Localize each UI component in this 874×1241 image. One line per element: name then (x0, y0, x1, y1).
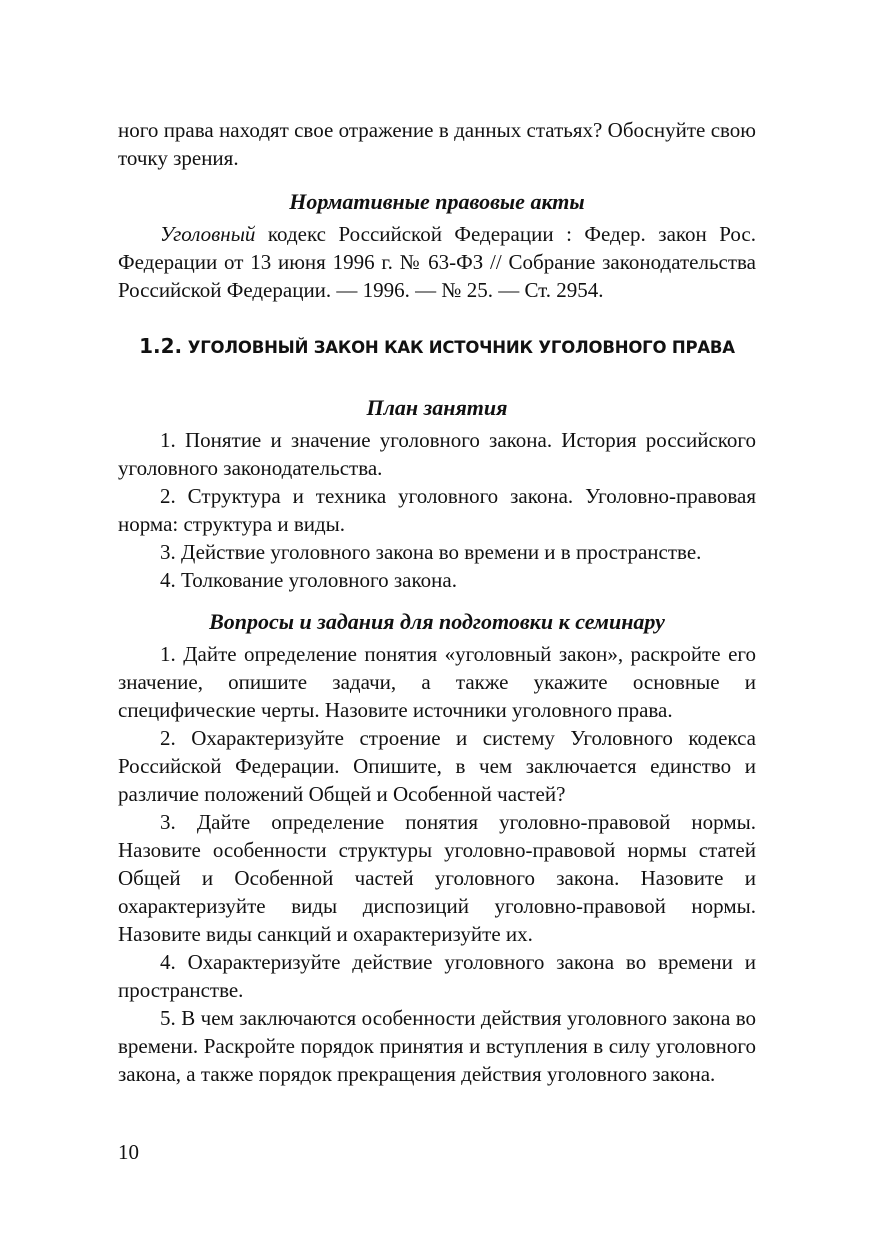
questions-heading: Вопросы и задания для подготовки к семинару (209, 609, 665, 634)
question-item: 2. Охарактеризуйте строение и систему Уголовного кодекса Российской Федерации. Опишите, в чем заключается единство и различие положений Общей и Особенной частей? (118, 726, 756, 806)
plan-item: 1. Понятие и значение уголовного закона. История российского уголовного законодательства. (118, 428, 756, 480)
question-item: 4. Охарактеризуйте действие уголовного закона во времени и пространстве. (118, 950, 756, 1002)
intro-continuation-paragraph: ного права находят свое отражение в данных статьях? Обоснуйте свою точку зрения. (118, 118, 756, 170)
normative-act-entry (118, 220, 756, 304)
plan-item: 2. Структура и техника уголовного закона. Уголовно-правовая норма: структура и виды. (118, 484, 756, 536)
page-number: 10 (118, 1140, 139, 1164)
question-item: 5. В чем заключаются особенности действия уголовного закона во времени. Раскройте порядок принятия и вступления в силу уголовного закона, а также порядок прекращения действия уголовного закона. (118, 1006, 756, 1086)
plan-item: 4. Толкование уголовного закона. (160, 568, 457, 592)
normative-acts-heading: Нормативные правовые акты (289, 189, 585, 214)
questions-list (118, 640, 756, 1088)
question-item: 3. Дайте определение понятия уголовно-правовой нормы. Назовите особенности структуры уголовно-правовой нормы статей Общей и Особенной частей уголовного закона. Назовите и охарактеризуйте виды диспозиций уголовно-правовой нормы. Назовите виды санкций и охарактеризуйте их. (118, 810, 756, 946)
chapter-heading (118, 332, 756, 362)
chapter-number: 1.2. (139, 334, 183, 358)
plan-list (118, 426, 756, 594)
plan-heading: План занятия (366, 395, 508, 420)
plan-item: 3. Действие уголовного закона во времени и в пространстве. (160, 540, 702, 564)
normative-act-entry-italic: Уголовный (160, 222, 256, 246)
question-item: 1. Дайте определение понятия «уголовный закон», раскройте его значение, опишите задачи, а также укажите основные и специфические черты. Назовите источники уголовного права. (118, 642, 756, 722)
normative-act-entry-text: кодекс Российской Федерации : Федер. закон Рос. Федерации от 13 июня 1996 г. № 63-ФЗ // Собрание законодательства Российской Федерации. — 1996. — № 25. — Ст. 2954. (118, 222, 756, 302)
chapter-title: УГОЛОВНЫЙ ЗАКОН КАК ИСТОЧНИК УГОЛОВНОГО ПРАВА (187, 338, 735, 357)
page-content (118, 116, 756, 1088)
